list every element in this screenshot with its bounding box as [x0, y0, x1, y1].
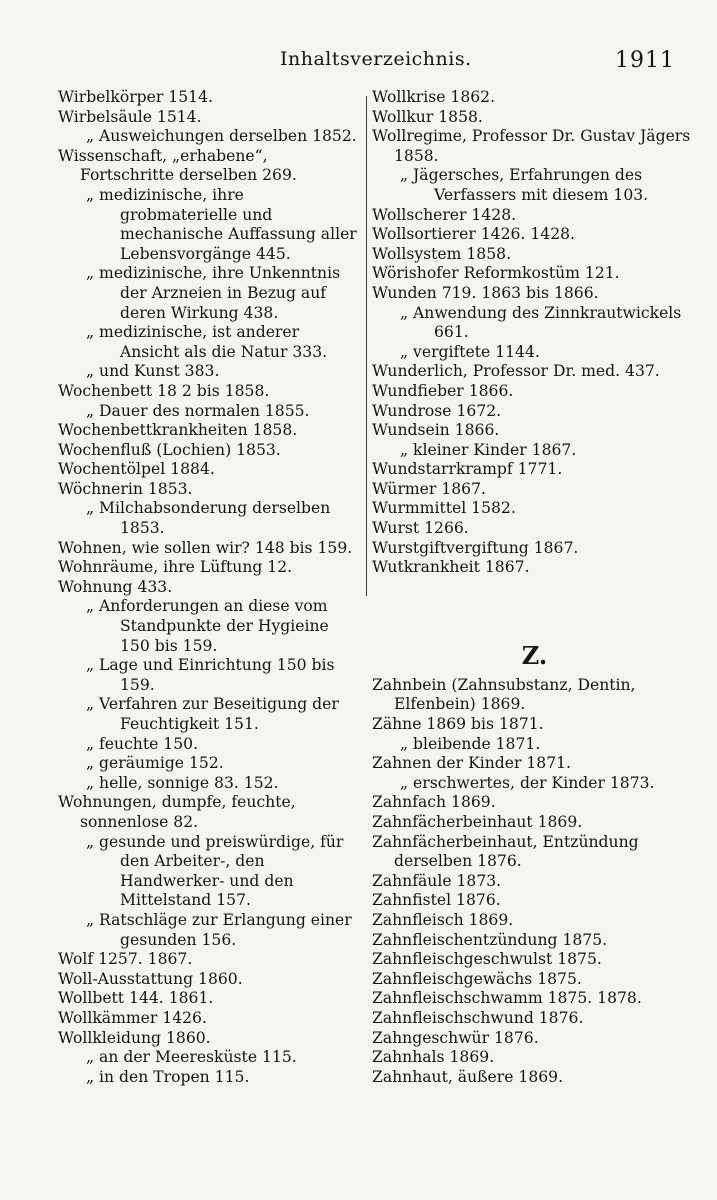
- index-entry: Zahnfächerbeinhaut 1869.: [372, 813, 583, 831]
- index-entry: Zahnfleischentzündung 1875.: [372, 930, 608, 949]
- index-entry: Wochentölpel 1884.: [58, 460, 215, 479]
- index-entry: Zahnen der Kinder 1871.: [372, 754, 572, 773]
- index-entry: Wohnungen, dumpfe, feuchte, sonnenlose 82.: [58, 793, 296, 831]
- index-entry: Zahnfach 1869.: [372, 793, 496, 812]
- index-entry: Wollkämmer 1426.: [58, 1008, 207, 1027]
- index-subentry: „ Lage und Einrichtung 150 bis 159.: [86, 656, 335, 694]
- index-entry: Woll-Ausstattung 1860.: [58, 969, 243, 988]
- index-subentry: „ bleibende 1871.: [400, 734, 541, 753]
- running-title: Inhaltsverzeichnis.: [280, 48, 472, 70]
- index-entry: Wörishofer Reformkostüm 121.: [372, 264, 620, 283]
- index-entry: Wohnen, wie sollen wir? 148 bis 159.: [58, 538, 353, 557]
- index-entry: Wollscherer 1428.: [372, 205, 517, 224]
- index-entry: Wurmmittel 1582.: [372, 499, 516, 518]
- index-entry: Zahnhaut, äußere 1869.: [372, 1067, 564, 1086]
- index-entry: Wirbelkörper 1514.: [58, 88, 213, 106]
- index-entry: Wochenbett 18 2 bis 1858.: [58, 381, 270, 400]
- index-entry: Wollkleidung 1860.: [58, 1028, 211, 1047]
- index-subentry: „ Anwendung des Zinnkrautwickels 661.: [400, 303, 682, 342]
- left-column: [58, 88, 363, 1087]
- section-gap: [372, 578, 697, 638]
- index-subentry: „ an der Meeresküste 115.: [86, 1048, 297, 1067]
- index-entry: Wundstarrkrampf 1771.: [372, 460, 563, 479]
- index-subentry: „ gesunde und preiswürdige, für den Arbeiter-, den Handwerker- und den Mittelstand 157.: [86, 832, 344, 910]
- index-entry: Zahnbein (Zahnsubstanz, Dentin, Elfenbein) 1869.: [372, 675, 636, 714]
- index-entry: Wissenschaft, „erhabene“, Fortschritte derselben 269.: [58, 146, 297, 185]
- index-entry: Wollsystem 1858.: [372, 244, 512, 263]
- index-entry: Wurstgiftvergiftung 1867.: [372, 538, 579, 557]
- index-entry: Wohnräume, ihre Lüftung 12.: [58, 558, 293, 577]
- column-divider: [366, 96, 367, 596]
- index-entry: Wutkrankheit 1867.: [372, 558, 530, 577]
- index-entry: Wollregime, Professor Dr. Gustav Jägers 1858.: [372, 127, 691, 165]
- index-subentry: „ Milchabsonderung derselben 1853.: [86, 499, 331, 538]
- index-entry: Zahnfleisch 1869.: [372, 910, 514, 929]
- index-entry: Wollkur 1858.: [372, 107, 483, 126]
- index-entry: Wundfieber 1866.: [372, 381, 514, 400]
- index-entry: Zahngeschwür 1876.: [372, 1028, 539, 1047]
- index-entry: Zahnhals 1869.: [372, 1048, 495, 1067]
- index-entry: Würmer 1867.: [372, 479, 486, 498]
- index-subentry: „ Verfahren zur Beseitigung der Feuchtigkeit 151.: [86, 695, 339, 733]
- index-entry: Wochenbettkrankheiten 1858.: [58, 421, 298, 440]
- index-subentry: „ medizinische, ihre grobmaterielle und mechanische Auffassung aller Lebensvorgänge 445.: [86, 185, 357, 263]
- page-header: [0, 40, 717, 80]
- index-entry: Zahnfächerbeinhaut, Entzündung derselben 1876.: [372, 832, 639, 871]
- index-subentry: „ Anforderungen an diese vom Standpunkte der Hygieine 150 bis 159.: [86, 597, 329, 655]
- index-entry: Wundrose 1672.: [372, 401, 502, 420]
- index-entry: Zahnfistel 1876.: [372, 891, 501, 910]
- w-entries: [372, 88, 697, 578]
- index-entry: Wirbelsäule 1514.: [58, 107, 202, 126]
- index-subentry: „ Jägersches, Erfahrungen des Verfassers mit diesem 103.: [400, 166, 649, 204]
- index-entry: Wohnung 433.: [58, 577, 173, 596]
- index-entry: Wollkrise 1862.: [372, 88, 496, 106]
- index-entry: Zahnfleischgeschwulst 1875.: [372, 950, 602, 969]
- index-subentry: „ Ratschläge zur Erlangung einer gesunden 156.: [86, 910, 352, 949]
- index-entry: Wollbett 144. 1861.: [58, 989, 214, 1008]
- index-entry: Wollsortierer 1426. 1428.: [372, 225, 575, 244]
- z-entries: [372, 676, 697, 1087]
- index-subentry: „ vergiftete 1144.: [400, 342, 540, 361]
- index-subentry: „ medizinische, ist anderer Ansicht als die Natur 333.: [86, 323, 328, 361]
- index-entry: Zahnfleischschwund 1876.: [372, 1008, 584, 1027]
- index-subentry: „ helle, sonnige 83. 152.: [86, 773, 279, 792]
- index-entry: Wunden 719. 1863 bis 1866.: [372, 283, 599, 302]
- index-entry: Zahnfleischgewächs 1875.: [372, 969, 582, 988]
- index-entry: Zähne 1869 bis 1871.: [372, 715, 544, 734]
- index-subentry: „ Dauer des normalen 1855.: [86, 401, 310, 420]
- section-letter: Z.: [521, 640, 548, 670]
- index-subentry: „ Ausweichungen derselben 1852.: [86, 127, 357, 146]
- index-subentry: „ und Kunst 383.: [86, 362, 220, 381]
- index-subentry: „ erschwertes, der Kinder 1873.: [400, 773, 655, 792]
- index-subentry: „ medizinische, ihre Unkenntnis der Arzneien in Bezug auf deren Wirkung 438.: [86, 264, 341, 322]
- right-column: [372, 88, 697, 1087]
- index-entry: Wundsein 1866.: [372, 421, 500, 440]
- index-entry: Wunderlich, Professor Dr. med. 437.: [372, 362, 660, 381]
- index-entry: Zahnfäule 1873.: [372, 871, 502, 890]
- index-entry: Wöchnerin 1853.: [58, 479, 193, 498]
- index-subentry: „ in den Tropen 115.: [86, 1067, 250, 1086]
- index-entry: Wolf 1257. 1867.: [58, 950, 193, 969]
- index-subentry: „ kleiner Kinder 1867.: [400, 440, 577, 459]
- index-subentry: „ geräumige 152.: [86, 754, 224, 773]
- page-number: 1911: [615, 48, 675, 73]
- index-entry: Wochenfluß (Lochien) 1853.: [58, 440, 281, 459]
- index-entry: Wurst 1266.: [372, 519, 469, 538]
- index-subentry: „ feuchte 150.: [86, 734, 199, 753]
- index-entry: Zahnfleischschwamm 1875. 1878.: [372, 989, 642, 1008]
